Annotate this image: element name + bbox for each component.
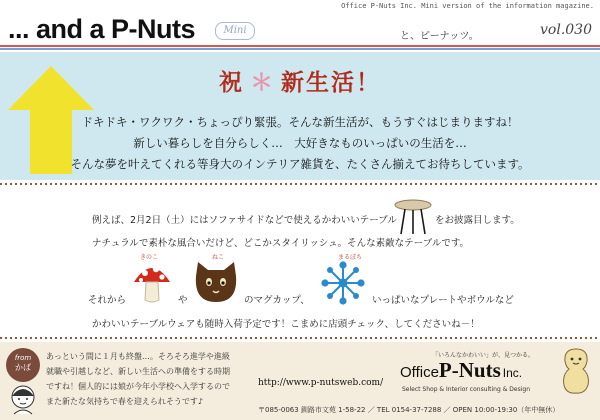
brand-title: ... and a P-Nuts: [8, 14, 196, 44]
cat-mug-icon: [192, 258, 240, 306]
hero-line-2: 新しい暮らしを自分らしく… 大好きなものいっぱいの生活を…: [133, 136, 467, 150]
hero-title-part2: 新生活！: [281, 70, 381, 96]
flower-star-icon: ＊: [250, 70, 275, 96]
body-line-3b: や: [178, 295, 188, 306]
hero-title: [0, 64, 600, 97]
dotted-divider-top: [0, 181, 600, 187]
author-avatar-icon: [8, 384, 38, 416]
logo-office: Office: [400, 364, 439, 381]
from-badge: [6, 348, 40, 382]
cat-tag: ねこ: [212, 254, 225, 261]
volume-number: vol.030: [540, 22, 592, 38]
office-pnuts-logo: [400, 358, 522, 383]
dotted-divider-bottom: [0, 335, 600, 341]
header-rule-blue: [0, 48, 600, 50]
mini-badge: Mini: [215, 22, 255, 40]
dots-tag: まるぽち: [338, 254, 363, 261]
footer-message-line: また新たな気持ちで春を迎えられそうです♪: [46, 397, 204, 406]
header-subtitle: と、ピーナッツ。: [400, 31, 479, 42]
body-line-3a: それから: [88, 295, 127, 306]
footer-message-line: 就職や引越しなど、新しい生活への準備をする時期: [46, 367, 230, 376]
mushroom-mug-icon: [132, 260, 172, 306]
hero-line-3: そんな夢を叶えてくれる等身大のインテリア雑貨を、たくさん揃えてお待ちしています。: [70, 157, 530, 171]
footer-message: [46, 349, 230, 409]
peanut-mascot-icon: [560, 347, 592, 395]
dot-plate-icon: [320, 260, 366, 306]
from-name: かば: [15, 363, 31, 372]
side-table-icon: [393, 198, 433, 236]
body-line-1b: をお披露目します。: [435, 215, 520, 226]
body-line-3d: いっぱいなプレートやボウルなど: [372, 295, 514, 306]
hero-title-part1: 祝: [219, 70, 244, 96]
header-rule-red: [0, 45, 600, 47]
logo-inc: Inc.: [502, 366, 523, 380]
body-line-3c: のマグカップ、: [244, 295, 310, 306]
logo-pnuts: P-Nuts: [438, 358, 501, 382]
footer-message-line: あっという間に１月も終盤…。そろそろ進学や進級: [46, 352, 230, 361]
body-line-4: かわいいテーブルウェアも随時入荷予定です！こまめに店頭チェック、してくださいね－！: [92, 319, 480, 330]
logo-subtitle: Select Shop & Interior consulting & Design: [402, 386, 531, 393]
footer-message-line: ですね！個人的には娘が今年小学校へ入学するので: [46, 382, 230, 391]
body-line-1: 例えば、2月2日（土）にはソファサイドなどで使えるかわいいテーブル: [92, 215, 397, 226]
logo-tagline: 「いろんなかわいい」が、見つかる。: [432, 352, 535, 359]
body-line-2: ナチュラルで素朴な風合いだけど、どこかスタイリッシュ。そんな素敵なテーブルです。: [92, 238, 470, 249]
website-link[interactable]: http://www.p-nutsweb.com/: [258, 378, 384, 388]
mushroom-tag: きのこ: [140, 254, 159, 261]
store-address: 〒085-0063 釧路市文苑 1-58-22 ／ TEL 0154-37-7288 ／ OPEN 10:00-19:30（年中無休）: [258, 406, 560, 414]
hero-line-1: ドキドキ・ワクワク・ちょっぴり緊張。そんな新生活が、もうすぐはじまりますね！: [81, 115, 519, 129]
from-label: from: [14, 354, 32, 362]
header-top-note: Office P-Nuts Inc. Mini version of the information magazine.: [341, 2, 594, 10]
